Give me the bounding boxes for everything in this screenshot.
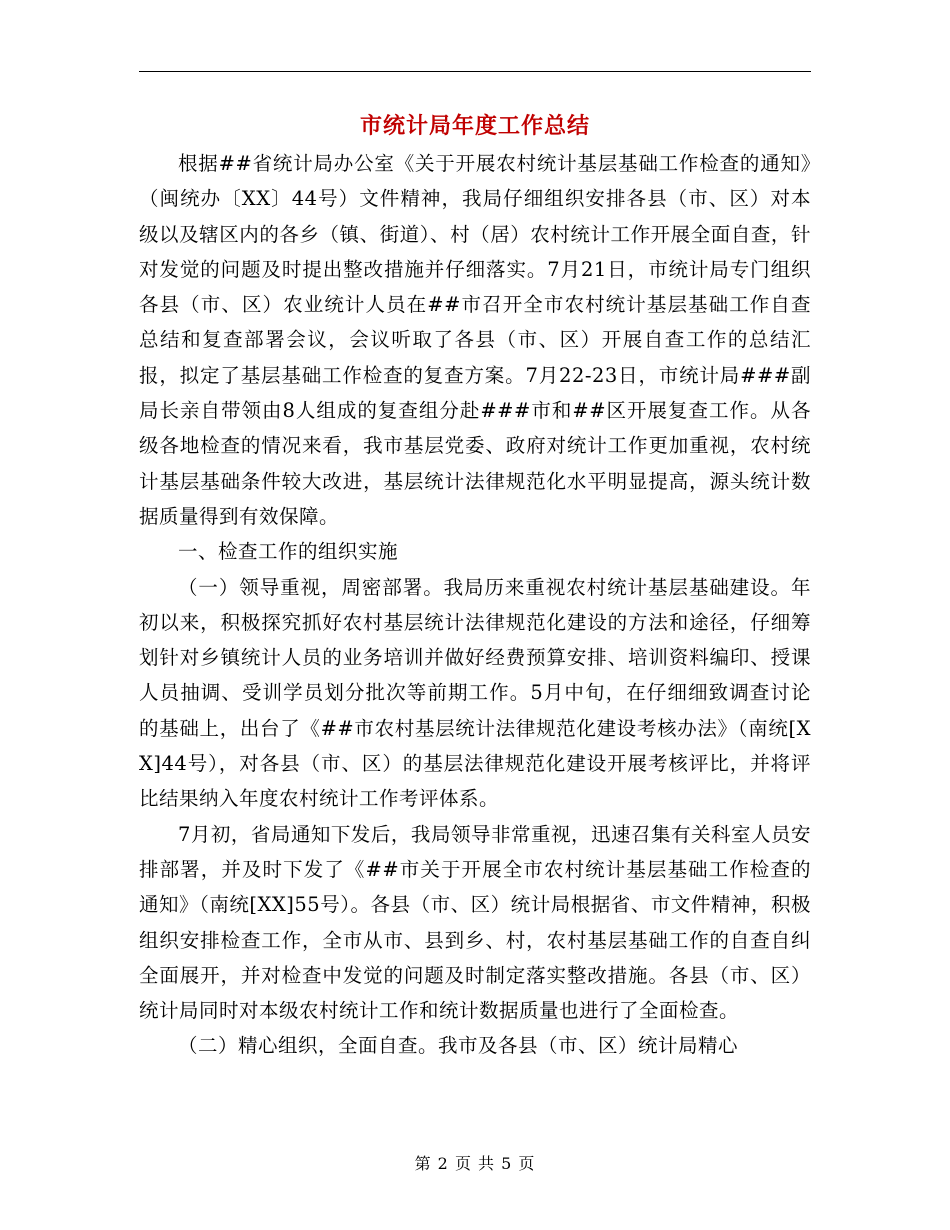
paragraph-self-check: （二）精心组织，全面自查。我市及各县（市、区）统计局精心 (178, 1034, 739, 1058)
header-rule (139, 71, 811, 72)
document-title: 市统计局年度工作总结 (359, 113, 590, 139)
paragraph-leadership: （一）领导重视，周密部署。我局历来重视农村统计基层基础建设。年初以来，积极探究抓好农村基层统计法律规范化建设的方法和途径，仔细筹划针对乡镇统计人员的业务培训并做好经费预算安排、培训资料编印、授课人员抽调、受训学员划分批次等前期工作。5月中旬，在仔细细致调查讨论的基础上，出台了《##市农村基层统计法律规范化建设考核办法》（南统[XX]44号），对各县（市、区）的基层法律规范化建设开展考核评比，并将评比结果纳入年度农村统计工作考评体系。 (139, 575, 811, 811)
document-body (139, 146, 811, 1064)
section-heading: 一、检查工作的组织实施 (178, 540, 399, 564)
paragraph-july-notice: 7月初，省局通知下发后，我局领导非常重视，迅速召集有关科室人员安排部署，并及时下发了《##市关于开展全市农村统计基层基础工作检查的通知》（南统[XX]55号）。各县（市、区）统计局根据省、市文件精神，积极组织安排检查工作，全市从市、县到乡、村，农村基层基础工作的自查自纠全面展开，并对检查中发觉的问题及时制定落实整改措施。各县（市、区）统计局同时对本级农村统计工作和统计数据质量也进行了全面检查。 (139, 822, 811, 1023)
page-number-footer: 第 2 页 共 5 页 (414, 1154, 536, 1173)
paragraph-intro: 根据##省统计局办公室《关于开展农村统计基层基础工作检查的通知》（闽统办〔XX〕44号）文件精神，我局仔细组织安排各县（市、区）对本级以及辖区内的各乡（镇、街道）、村（居）农村统计工作开展全面自查，针对发觉的问题及时提出整改措施并仔细落实。7月21日，市统计局专门组织各县（市、区）农业统计人员在##市召开全市农村统计基层基础工作自查总结和复查部署会议，会议听取了各县（市、区）开展自查工作的总结汇报，拟定了基层基础工作检查的复查方案。7月22-23日，市统计局###副局长亲自带领由8人组成的复查组分赴###市和##区开展复查工作。从各级各地检查的情况来看，我市基层党委、政府对统计工作更加重视，农村统计基层基础条件较大改进，基层统计法律规范化水平明显提高，源头统计数据质量得到有效保障。 (139, 152, 811, 528)
